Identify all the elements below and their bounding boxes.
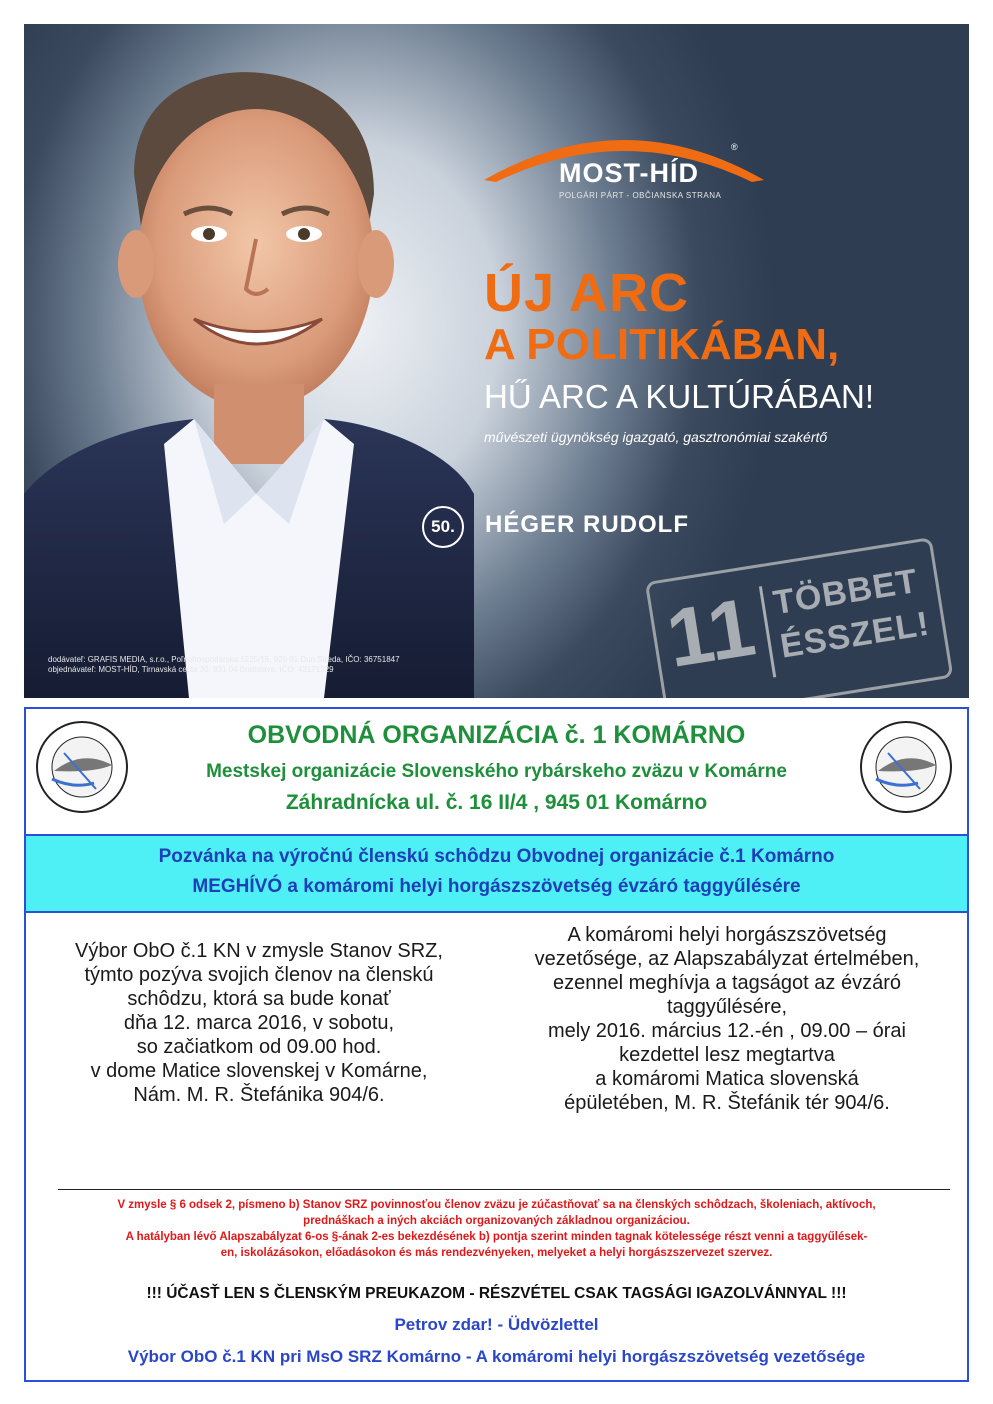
headline-line-1: ÚJ ARC <box>484 263 690 323</box>
invitation-text-hu <box>494 923 960 1115</box>
hu-line: mely 2016. március 12.-én , 09.00 – órai <box>548 1020 906 1042</box>
stamp-number: 11 <box>660 581 761 685</box>
organization-header <box>26 709 967 836</box>
sk-line: so začiatkom od 09.00 hod. <box>136 1036 382 1058</box>
sk-line: Nám. M. R. Štefánika 904/6. <box>133 1084 385 1106</box>
section-divider <box>58 1189 950 1190</box>
sk-line: týmto pozýva svojich členov na členskú <box>84 964 434 986</box>
party-logo-name: MOST-HÍD <box>559 158 699 188</box>
list-number-stamp <box>645 537 951 698</box>
invitation-title-band <box>26 836 967 913</box>
membership-card-warning: !!! ÚČASŤ LEN S ČLENSKÝM PREUKAZOM - RÉSZVÉTEL CSAK TAGSÁGI IGAZOLVÁNNYAL !!! <box>146 1285 847 1302</box>
organization-subtitle: Mestskej organizácie Slovenského rybárskeho zväzu v Komárne <box>206 761 787 782</box>
sk-line: Výbor ObO č.1 KN v zmysle Stanov SRZ, <box>75 940 443 962</box>
hu-line: A komáromi helyi horgászszövetség <box>567 924 887 946</box>
registered-mark: ® <box>731 142 738 152</box>
candidate-number-badge: 50. <box>422 506 464 548</box>
headline-line-3: HŰ ARC A KULTÚRÁBAN! <box>484 378 874 415</box>
notice-line: V zmysle § 6 odsek 2, písmeno b) Stanov SRZ povinnosťou členov zväzu je zúčastňovať sa na členských schôdzach, školeniach, aktívoch, <box>117 1199 876 1211</box>
notice-line: A hatályban lévő Alapszabályzat 6-os §-ának 2-es bekezdésének b) pontja szerint minden tagnak kötelessége részt venni a taggyűlések- <box>125 1231 868 1243</box>
sk-line: v dome Matice slovenskej v Komárne, <box>90 1060 428 1082</box>
party-logo-subtitle: POLGÁRI PÁRT - OBČIANSKA STRANA <box>559 191 722 200</box>
hu-line: vezetősége, az Alapszabályzat értelmében, <box>534 948 920 970</box>
signature: Výbor ObO č.1 KN pri MsO SRZ Komárno - A komáromi helyi horgászszövetség vezetősége <box>127 1347 866 1366</box>
hu-line: kezdettel lesz megtartva <box>619 1044 835 1066</box>
candidate-occupation: művészeti ügynökség igazgató, gasztronómiai szakértő <box>484 429 828 445</box>
imprint-line-1: dodávateľ: GRAFIS MEDIA, s.r.o., Poľnohospodárska 1225/15, 929 01 Dun.Streda, IČO: 36751847 <box>48 655 400 664</box>
headline-line-2: A POLITIKÁBAN, <box>484 320 840 369</box>
candidate-name: HÉGER RUDOLF <box>485 511 689 538</box>
hu-line: épületében, M. R. Štefánik tér 904/6. <box>564 1092 890 1114</box>
organization-address: Záhradnícka ul. č. 16 II/4 , 945 01 Komárno <box>285 791 708 814</box>
invitation-title-sk: Pozvánka na výročnú členskú schôdzu Obvodnej organizácie č.1 Komárno <box>158 846 835 867</box>
organization-title: OBVODNÁ ORGANIZÁCIA č. 1 KOMÁRNO <box>247 721 746 749</box>
invitation-panel <box>24 707 969 1382</box>
hu-line: taggyűlésére, <box>666 996 788 1018</box>
print-imprint <box>48 655 400 675</box>
invitation-title-hu: MEGHÍVÓ a komáromi helyi horgászszövetség évzáró taggyűlésére <box>192 876 801 897</box>
stamp-text-2: ÉSSZEL! <box>777 604 933 666</box>
notice-line: prednáškach a iných akciách organizovaných základnou organizáciou. <box>303 1215 690 1227</box>
hu-line: a komáromi Matica slovenská <box>595 1068 859 1090</box>
statute-notice <box>26 1197 967 1261</box>
hu-line: ezennel meghívja a tagságot az évzáró <box>553 972 901 994</box>
notice-line: en, iskolázásokon, előadásokon és más rendezvényeken, melyeket a helyi horgászszervezet szervez. <box>220 1247 773 1259</box>
sk-line: dňa 12. marca 2016, v sobotu, <box>123 1012 395 1034</box>
campaign-banner <box>24 24 969 698</box>
greeting: Petrov zdar! - Üdvözlettel <box>394 1315 599 1334</box>
stamp-text-1: TÖBBET <box>770 561 921 623</box>
sk-line: schôdzu, ktorá sa bude konať <box>127 988 391 1010</box>
candidate-portrait <box>24 24 474 698</box>
invitation-text-sk <box>26 939 492 1107</box>
imprint-line-2: objednávateľ: MOST-HÍD, Tirnavská cesta 30, 831 04 Bratislava, IČO: 42171229 <box>48 665 334 674</box>
